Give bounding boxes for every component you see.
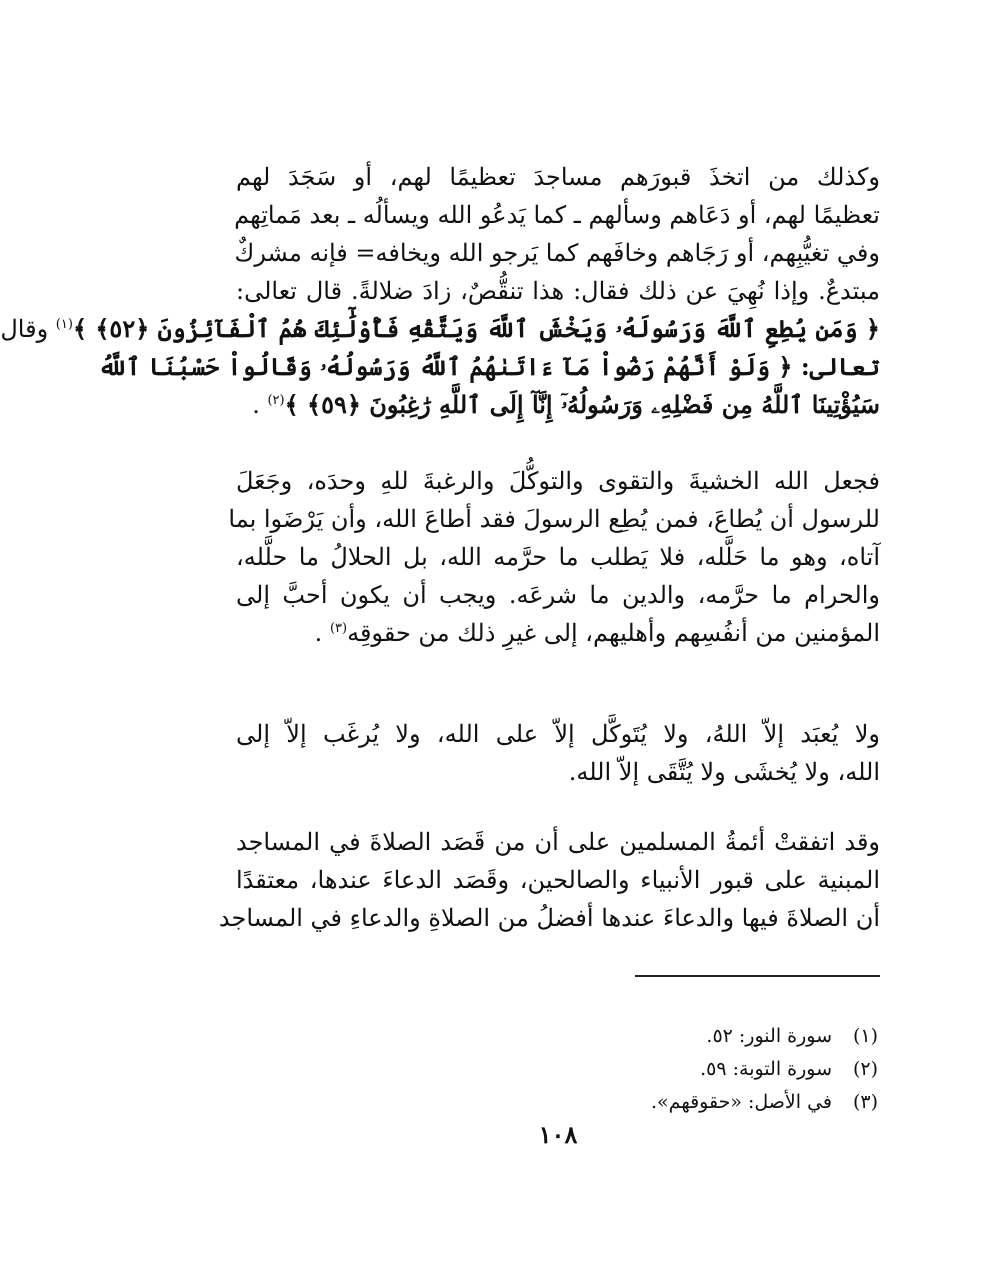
footnote-number: (٢) <box>852 1058 878 1080</box>
paragraph-4 <box>218 823 881 937</box>
text-line: ولا يُعبَد إلاّ اللهُ، ولا يُتَوكَّل إلاّ على الله، ولا يُرغَب إلاّ إلى <box>236 720 880 748</box>
period: . <box>252 391 260 419</box>
footnote-text: في الأصل: «حقوقهم». <box>651 1091 832 1113</box>
text-line <box>236 614 880 652</box>
paragraph-2 <box>228 462 880 652</box>
footnote-3 <box>548 1086 878 1119</box>
text-line: تعظيمًا لهم، أو دَعَاهم وسألهم ـ كما يَدعُو الله ويسألُه ـ بعد مَماتِهم <box>234 201 880 229</box>
text-line: وفي تغيُّبِهم، أو رَجَاهم وخافَهم كما يَرجو الله ويخافه= فإنه مشركٌ <box>234 239 880 267</box>
text-line: مبتدعٌ. وإذا نُهِيَ عن ذلك فقال: هذا تنقُّصٌ، زادَ ضلالةً. قال تعالى: <box>236 277 880 305</box>
text-line: فجعل الله الخشيةَ والتقوى والتوكُّلَ والرغبةَ للهِ وحدَه، وجَعَلَ <box>236 467 880 495</box>
text-line: أن الصلاةَ فيها والدعاءَ عندها أفضلُ من الصلاةِ والدعاءِ في المساجد <box>218 904 880 932</box>
footnotes <box>548 1020 878 1119</box>
and-said-text: وقال <box>0 315 49 343</box>
paragraph-1 <box>0 158 880 424</box>
text-line: الله، ولا يُخشَى ولا يُتَّقَى إلاّ الله. <box>568 758 880 786</box>
period: . <box>314 619 323 647</box>
footnote-2 <box>548 1053 878 1086</box>
footnote-separator <box>635 975 880 977</box>
quran-verse-line <box>236 386 880 424</box>
footnote-1 <box>548 1020 878 1053</box>
quran-verse-at-tawbah-59: سَيُؤْتِينَا ٱللَّهُ مِن فَضْلِهِۦ وَرَسُولُهُۥٓ إِنَّآ إِلَى ٱللَّهِ رَٰغِبُونَ ﴿٥٩﴾ ﴾ <box>284 390 880 419</box>
footnote-number: (٣) <box>852 1091 878 1113</box>
page-number: ١٠٨ <box>538 1120 578 1149</box>
text-line: وقد اتفقتْ أئمةُ المسلمين على أن من قَصَد الصلاةَ في المساجد <box>236 828 881 856</box>
quran-verse-an-nur-52: ﴿ وَمَن يُطِعِ ٱللَّهَ وَرَسُولَهُۥ وَيَخْشَ ٱللَّهَ وَيَتَّقْهِ فَأُوْلَٰٓئِكَ هُمُ ٱلْفَآئِزُونَ ﴿٥٢﴾ ﴾ <box>72 314 880 343</box>
text-segment: المؤمنين من أنفُسِهم وأهليهم، إلى غيرِ ذلك من حقوقِه <box>347 619 880 647</box>
footnote-ref-1: (١) <box>55 317 73 332</box>
text-line: للرسول أن يُطاعَ، فمن يُطِع الرسولَ فقد أطاعَ الله، وأن يَرْضَوا بما <box>228 505 880 533</box>
text-line: المبنية على قبور الأنبياء والصالحين، وقَصَد الدعاءَ عندها، معتقدًا <box>236 866 880 894</box>
paragraph-3 <box>236 715 880 791</box>
quran-verse-line: تعالى: ﴿ وَلَوْ أَنَّهُمْ رَضُواْ مَآ ءَاتَىٰهُمُ ٱللَّهُ وَرَسُولُهُۥ وَقَالُواْ حَسْبُنَا ٱللَّهُ <box>98 352 880 381</box>
text-line: آتاه، وهو ما حَلَّله، فلا يَطلب ما حرَّمه الله، بل الحلالُ ما حلَّله، <box>236 543 880 571</box>
text-line: وكذلك من اتخذَ قبورَهم مساجدَ تعظيمًا لهم، أو سَجَدَ لهم <box>236 163 880 191</box>
footnote-ref-2: (٢) <box>267 393 285 408</box>
footnote-text: سورة التوبة: ٥٩. <box>700 1058 832 1080</box>
footnote-number: (١) <box>852 1025 878 1047</box>
text-line: والحرام ما حرَّمه، والدين ما شرعَه. ويجب أن يكون أحبَّ إلى <box>236 581 880 609</box>
footnote-ref-3: (٣) <box>329 621 348 636</box>
quran-verse-line <box>0 310 880 348</box>
footnote-text: سورة النور: ٥٢. <box>706 1025 832 1047</box>
